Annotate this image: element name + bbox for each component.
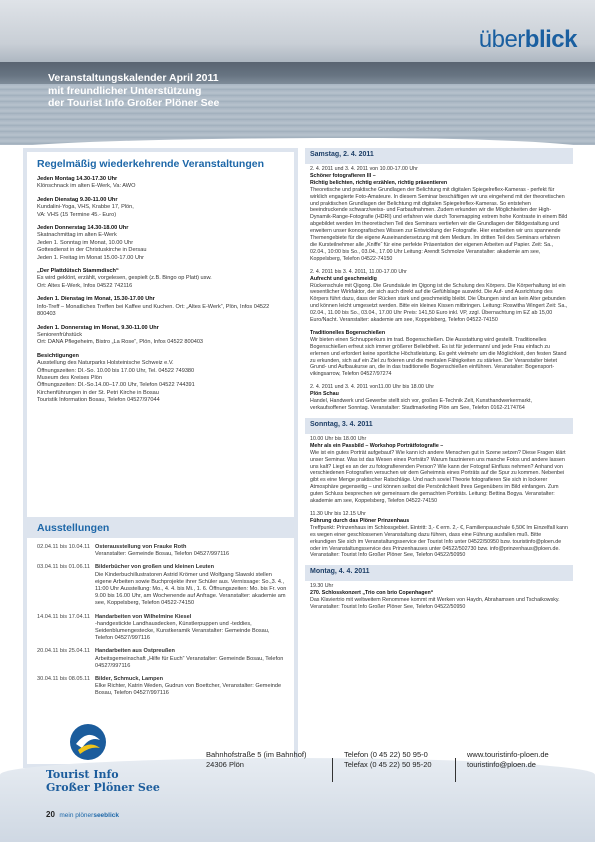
event-time: 2. 4. 2011 und 3. 4. 2011 von 10.00-17.00 Uhr bbox=[310, 166, 418, 172]
event-detail: Ausstellung des Naturparks Holsteinische Schweiz e.V. bbox=[37, 360, 174, 367]
event-time: 11.30 Uhr bis 12.15 Uhr bbox=[310, 510, 366, 517]
page-number: 20 bbox=[46, 810, 55, 819]
event-detail: Seniorenfrühstück bbox=[37, 331, 83, 338]
exhibition-body bbox=[95, 614, 288, 643]
event-subtitle: Richtig belichten, richtig erzählen, richtig präsentieren bbox=[310, 179, 448, 186]
address-street: Bahnhofstraße 5 (im Bahnhof) bbox=[206, 750, 307, 759]
regular-event bbox=[37, 268, 288, 290]
event-text: Handel, Handwerk und Gewerbe stellt sich vor, großes E-Technik Zelt, Kunsthandwerkermarkt, verkaufsoffener Sonntag. Veranstalter: Stadtmarketing Plön am See, Telefon 0162-2174764 bbox=[310, 398, 532, 411]
title-line: der Tourist Info Großer Plöner See bbox=[48, 97, 220, 109]
email-link[interactable]: touristinfo@ploen.de bbox=[467, 760, 536, 769]
event-title: Jeden Donnerstag 14.30-18.00 Uhr bbox=[37, 225, 129, 232]
day-event bbox=[310, 330, 568, 378]
event-title: Schöner fotografieren III – bbox=[310, 172, 376, 179]
event-detail: Öffnungszeiten: DI.-So. 10.00 bis 17.00 Uhr, Tel. 04522 749380 bbox=[37, 367, 195, 374]
event-title: Plön Schau bbox=[310, 391, 339, 398]
event-detail: Kirchenführungen in der St. Petri Kirche in Bosau bbox=[37, 389, 159, 396]
event-detail: Klönschnack im alten E-Werk, Va: AWO bbox=[37, 183, 136, 190]
event-detail: Es wird geklönt, erzählt, vorgelesen, gespielt (z.B. Bingo op Platt) usw. bbox=[37, 275, 212, 282]
event-detail: Ort: DANA Pflegeheim, Bistro „La Rose“, Plön, Infos 04522 800403 bbox=[37, 339, 204, 346]
event-text: Das Klaviertrio mit weltweitem Renommee kommt mit Werken von Haydn, Abrahamsen und Tschaikowsky. Veranstalter: Tourist Info Großer Plöner See, Telefon 04522/50950 bbox=[310, 597, 560, 611]
exhibition-row bbox=[37, 614, 288, 643]
ueberblick-logo bbox=[479, 26, 577, 54]
day-events bbox=[305, 164, 573, 412]
regular-events-box bbox=[27, 152, 294, 517]
address-city: 24306 Plön bbox=[206, 760, 244, 769]
exhibitions-list bbox=[27, 538, 294, 698]
event-text: Wie ist ein gutes Porträt aufgebaut? Wie kann ich andere Menschen gut in Szene setzen? Diese Fragen klärt unser Seminar. Was ist das Wesen eines Porträts? Warum faszinieren uns manche Fotos und andere lassen uns kalt? Liegt es an der zu fotografierenden Person? Wie kann der Fotograf Einfluss nehmen? Anhand von verschiedenen Fotografien versuchen wir dem Geheimnis eines Porträts auf die Spur zu kommen. Nebenbei gibt es eine Menge praktischer Ratschläge. Und nach soviel Theorie fotografieren Sie sich in lockerer Atmosphäre gegenseitig – und können selbst die Persönlichkeit Ihres Gegenübers im Bild einfangen. Zum guten Schluss besprechen wir gemeinsam die gemachten Porträts. Leitung: Bettina Bogya. Veranstalter: akademie am see, Koppelsberg, Telefon 04522-74150 bbox=[310, 449, 566, 505]
divider bbox=[332, 758, 333, 782]
event-detail: Jeden 1. Sonntag im Monat, 10.00 Uhr bbox=[37, 239, 134, 246]
event-detail: Kundalini-Yoga, VHS, Krabbe 17, Plön, bbox=[37, 204, 134, 211]
regular-event bbox=[37, 325, 288, 347]
exhibitions-heading: Ausstellungen bbox=[37, 522, 110, 534]
fax-text: Telefax (0 45 22) 50 95-20 bbox=[344, 760, 432, 769]
left-column bbox=[23, 148, 298, 768]
page-footer bbox=[46, 810, 119, 819]
exhibition-title: Bilder, Schmuck, Lampen bbox=[95, 676, 164, 683]
title-line: mit freundlicher Unterstützung bbox=[48, 84, 202, 97]
tourist-info-logo-icon bbox=[68, 722, 108, 762]
event-text: Wir bieten einen Schnupperkurs im trad. Bogenschießen. Die Ausstattung wird gestellt. Traditionelles Bogenschießen erfreut sich immer größerer Beliebtheit. Es ist für jedermann/ und jede Frau einfach zu erlernen und erfordert keine sportliche Höchstleistung. Es geht vielmehr um die Möglichkeit, den festen Stand zu erkunden, sich auf ein Ziel zu fixieren und die mentalen Fähigkeiten zu stärken. Der Veranstalter bietet Grund- und Aufbaukurse an, die in das traditionelle Bogenschießen einführen. Veranstalter: Bogensport-vikingsarrow, Telefon 04527/97274 bbox=[310, 336, 567, 378]
event-title: Jeden Montag 14.30-17.30 Uhr bbox=[37, 176, 118, 182]
regular-event bbox=[37, 176, 288, 191]
exhibition-row bbox=[37, 544, 288, 558]
event-text: Treffpunkt: Prinzenhaus im Schlossgebiet. Eintritt: 3,- € erm. 2,- €, Familienpauschale 6,50€ Im Einzelfall kann es wegen einer geschlossenen Veranstaltung dazu führen, dass eine Führung ausfallen muß. Bitte erkundigen Sie sich im Veranstaltungsservice der Tourist Info unter 04522/50950 bzw. touristinfo@ploen.de oder im Veranstaltungsservice des Prinzenhauses unter 04522/502730 bzw. info@prinzenhaus@ploen.de. Veranstalter: Tourist Info Großer Plöner See, Telefon 04522/50950 bbox=[310, 524, 568, 559]
phone-text: Telefon (0 45 22) 50 95-0 bbox=[344, 750, 428, 759]
event-title: 270. Schlosskonzert „Trio con brio Copenhagen“ bbox=[310, 590, 434, 597]
event-detail: VA: VHS (15 Termine 45.- Euro) bbox=[37, 211, 117, 218]
day-event bbox=[310, 166, 568, 263]
day-heading: Sonntag, 3. 4. 2011 bbox=[305, 418, 573, 434]
event-text: Theoretische und praktische Grundlagen der Belichtung mit digitalen Spiegelreflex-Kameras - perfekt für wirklich engagierte Foto-Amateure. In diesem Seminar beschäftigen wir uns eingehend mit der theoretischen und praktischen Grundlagen der Belichtung mit digitalen Spiegelreflex-Kameras. So entstehen beeindruckende schwarz/weiss- und Farbaufnahmen. Zudem erkunden wir die Möglichkeiten der High-Dynamik-Range-Fotografie (HDRI) und erfahren wie durch Tonemapping extrem hohe Kontraste in einem Bild abgebildet werden Im theoretischen Teil des Seminars vertiefen wir die Grundlagen der Bildgestaltung und erweitern unser ikonografisches Wissen zur Entwicklung der Fotografie. Hier erarbeiten wir uns spannende Themengebiete für die eigene Auseinandersetzung mit dem Medium. Im dritten Teil des Seminars erfahren die Kursteilnehmer alle „Kniffe“ für eine perfekte Präsentation der eigenen Arbeiten auf Papier. Zeit: Sa., 02.04., 10:00 bis So., 03.04., 17.00 Uhr Leitung: Arendt Schmolze Veranstalter: akademie am see, Koppelsberg, Telefon 04522-74150 bbox=[310, 186, 568, 262]
exhibition-row bbox=[37, 676, 288, 698]
event-text: Rückenschule mit Qigong. Die Grundsäule im Qigong ist die Schulung des Körpers. Die Körperhaltung ist ein wesentlicher Wirkfaktor, der sich auch direkt auf die Gefühlslage auswirkt. Die Auf- und Ausrichtung des Körpers führt dazu, dass der Rücken stark und geschmeidig bleibt. Die Übungen sind an kein Alter gebunden und können leicht umgesetzt werden. Bitte ein kleines Kissen mitbringen. Leitung: Roswitha Wingert Zeit: Sa., 02.04., 11.00 bis So., 03.04., 17.00 Uhr Preis: 141,50 Euro inkl. VP, zzgl. Übernachtung im EZ ab 15,00 Euro/Nacht. Veranstalter: akademie am see, Koppelsberg, Telefon 04522-74150 bbox=[310, 282, 568, 324]
contact-phone bbox=[344, 750, 432, 770]
event-title: Mehr als ein Passbild – Workshop Porträtfotografie – bbox=[310, 442, 444, 449]
event-detail: Skatnachmittag im alten E-Werk bbox=[37, 232, 117, 239]
event-title: Führung durch das Plöner Prinzenhaus bbox=[310, 517, 410, 524]
exhibition-date: 14.04.11 bis 17.04.11 bbox=[37, 613, 90, 620]
event-detail: Gottesdienst in der Christuskirche in Dersau bbox=[37, 247, 147, 254]
org-name-line: Großer Plöner See bbox=[46, 781, 160, 794]
regular-events-list bbox=[37, 176, 294, 405]
day-event bbox=[310, 436, 568, 505]
event-title: „Der Plattdütsch Stammdisch“ bbox=[37, 268, 119, 275]
regular-event bbox=[37, 353, 288, 405]
event-title: Traditionelles Bogenschießen bbox=[310, 329, 386, 336]
exhibition-detail: Arbeitsgemeinschaft „Hilfe für Euch“ Veranstalter: Gemeinde Bosau, Telefon 04527/997116 bbox=[95, 655, 284, 669]
event-time: 19.30 Uhr bbox=[310, 583, 334, 590]
exhibition-body bbox=[95, 676, 288, 698]
address bbox=[206, 750, 306, 770]
exhibition-detail: Veranstalter: Gemeinde Bosau, Telefon 04527/997116 bbox=[95, 551, 230, 558]
event-detail: Öffnungszeiten: DI.-So.14.00–17.00 Uhr, Telefon 04522 744391 bbox=[37, 382, 195, 389]
exhibition-body bbox=[95, 648, 288, 670]
exhibition-row bbox=[37, 648, 288, 670]
magazine-name-bold: seeblick bbox=[93, 812, 119, 819]
exhibition-detail: Die Kinderbuchillustratoren Astrid Krömer und Wolfgang Slawski stellen eigene Arbeiten sowie Buchprojekte ihrer Schüler aus. Vernissage: So.,3. 4., 11:00 Uhr Ausstellung: Mo., 4. 4. bis Mi., 1. 6. Öffnungszeiten: Mo. bis Fr. von 9.00 bis 16.00 Uhr, am Wochenende auf Anfrage. Veranstalter: akademie am see, Koppelsberg, Telefon 04522-74150 bbox=[95, 571, 287, 607]
event-title: Jeden 1. Dienstag im Monat, 15.30-17.00 Uhr bbox=[37, 296, 155, 303]
day-events bbox=[305, 434, 573, 559]
regular-events-heading: Regelmäßig wiederkehrende Veranstaltungen bbox=[37, 158, 264, 170]
exhibition-title: Osterausstellung von Frauke Roth bbox=[95, 544, 187, 550]
exhibition-detail: -handgestickte Landhausdecken, Künstlerpuppen und -teddies, Seidenblumengestecke, Kunstkeramik Veranstalter: Gemeinde Bosau, Telefon 04527/997116 bbox=[95, 620, 270, 642]
exhibition-date: 30.04.11 bis 08.05.11 bbox=[37, 676, 90, 683]
day-heading: Montag, 4. 4. 2011 bbox=[305, 565, 573, 581]
day-event bbox=[310, 384, 568, 412]
page-title bbox=[48, 72, 219, 110]
day-event bbox=[310, 511, 568, 559]
exhibition-title: Bilderbücher von großen und kleinen Leuten bbox=[95, 564, 215, 571]
event-detail: Info-Treff – Monatliches Treffen bei Kaffee und Kuchen. Ort: „Altes E-Werk“, Plön, Infos 04522 800403 bbox=[37, 303, 270, 318]
logo-light-text: über bbox=[478, 26, 525, 53]
event-title: Aufrecht und geschmeidig bbox=[310, 275, 377, 282]
exhibition-body bbox=[95, 564, 288, 607]
magazine-name: mein plöner bbox=[59, 812, 94, 819]
logo-bold-text: blick bbox=[524, 26, 577, 53]
event-title: Jeden 1. Donnerstag im Monat, 9.30-11.00 Uhr bbox=[37, 324, 159, 331]
tourist-info-name bbox=[46, 768, 160, 794]
event-time: 10.00 Uhr bis 18.00 Uhr bbox=[310, 435, 367, 442]
event-detail: Museum des Kreises Plön bbox=[37, 374, 102, 381]
event-detail: Ort: Altes E-Werk, Infos 04522 742116 bbox=[37, 282, 133, 289]
website-link[interactable]: www.touristinfo-ploen.de bbox=[467, 750, 549, 759]
org-name-line: Tourist Info bbox=[46, 768, 119, 781]
right-column bbox=[305, 148, 573, 768]
day-event bbox=[310, 269, 568, 324]
event-title: Jeden Dienstag 9.30-11.00 Uhr bbox=[37, 196, 118, 203]
divider bbox=[455, 758, 456, 782]
footer bbox=[0, 750, 595, 842]
contact-web bbox=[467, 750, 549, 770]
event-time: 2. 4. 2011 bis 3. 4. 2011, 11.00-17.00 Uhr bbox=[310, 268, 407, 275]
exhibition-date: 20.04.11 bis 25.04.11 bbox=[37, 648, 90, 655]
regular-event bbox=[37, 296, 288, 318]
event-title: Besichtigungen bbox=[37, 352, 79, 359]
event-detail: Jeden 1. Freitag im Monat 15.00-17.00 Uhr bbox=[37, 254, 144, 261]
title-line: Veranstaltungskalender April 2011 bbox=[48, 72, 219, 84]
exhibition-title: Handarbeiten aus Ostpreußen bbox=[95, 648, 175, 655]
event-time: 2. 4. 2011 und 3. 4. 2011 von11.00 Uhr bis 18.00 Uhr bbox=[310, 384, 434, 391]
day-heading: Samstag, 2. 4. 2011 bbox=[305, 148, 573, 164]
exhibition-date: 02.04.11 bis 10.04.11 bbox=[37, 544, 90, 550]
regular-event bbox=[37, 225, 288, 262]
day-events bbox=[305, 581, 573, 611]
exhibition-body bbox=[95, 544, 288, 558]
header-photo bbox=[0, 0, 595, 145]
exhibition-detail: Elke Richter, Katrin Weden, Gudrun von Boettcher, Veranstalter: Gemeinde Bosau, Telefon 04527/997116 bbox=[95, 683, 282, 697]
day-event bbox=[310, 583, 568, 611]
event-detail: Touristik Information Bosau, Telefon 04527/97044 bbox=[37, 397, 160, 404]
regular-event bbox=[37, 197, 288, 219]
exhibition-row bbox=[37, 564, 288, 607]
exhibition-date: 03.04.11 bis 01.06.11 bbox=[37, 564, 90, 571]
exhibition-title: Handarbeiten von Wilhelmine Kiesel bbox=[95, 613, 192, 620]
